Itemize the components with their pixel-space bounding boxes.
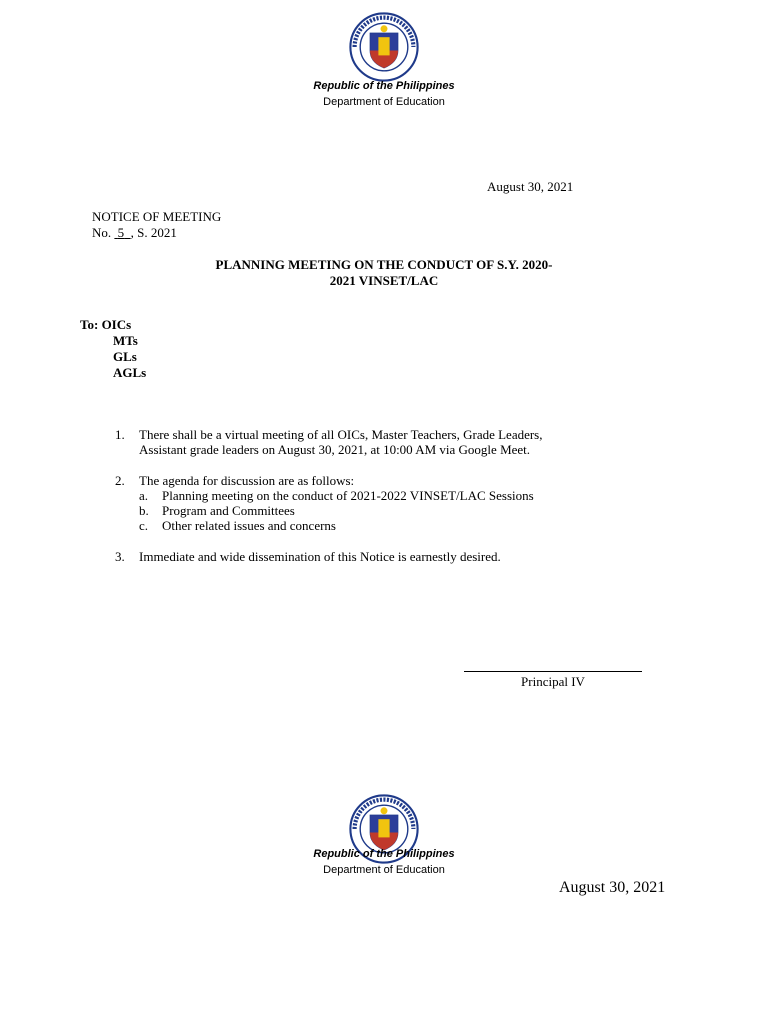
signature-title: Principal IV (521, 674, 585, 689)
notice-number (92, 225, 177, 241)
item-2-text: The agenda for discussion are as follows: (139, 473, 355, 488)
item-3-number: 3. (115, 549, 125, 564)
recipient-item: MTs (113, 333, 138, 348)
to-label: To: (80, 317, 99, 332)
item-1-number: 1. (115, 427, 125, 442)
notice-no-value: 5 (117, 225, 125, 240)
recipient-item: OICs (101, 317, 132, 332)
recipient-item: GLs (113, 349, 137, 364)
agenda-item: Program and Committees (162, 503, 295, 518)
document-date-page-2: August 30, 2021 (559, 879, 666, 896)
notice-no-suffix: , S. 2021 (130, 225, 177, 240)
item-1-line-2: Assistant grade leaders on August 30, 2021, at 10:00 AM via Google Meet. (139, 442, 531, 457)
agenda-item: Planning meeting on the conduct of 2021-2022 VINSET/LAC Sessions (162, 488, 534, 503)
agenda-letter: c. (139, 518, 149, 533)
agenda-letter: a. (139, 488, 149, 503)
subject-line-2: 2021 VINSET/LAC (329, 273, 439, 288)
subject-line-1: PLANNING MEETING ON THE CONDUCT OF S.Y. 2020- (215, 257, 553, 272)
item-2-number: 2. (115, 473, 125, 488)
deped-seal-icon (349, 12, 419, 82)
department-label: Department of Education (323, 96, 445, 108)
department-label: Department of Education (323, 864, 445, 876)
document-date: August 30, 2021 (487, 179, 574, 194)
item-1-line-1: There shall be a virtual meeting of all OICs, Master Teachers, Grade Leaders, (139, 427, 543, 442)
notice-no-prefix: No. (92, 225, 112, 240)
notice-title: NOTICE OF MEETING (92, 209, 222, 224)
recipients-to (80, 317, 131, 333)
recipient-item: AGLs (113, 365, 147, 380)
republic-label: Republic of the Philippines (313, 80, 455, 92)
republic-label: Republic of the Philippines (313, 848, 455, 860)
signature-line (464, 671, 642, 672)
item-3-text: Immediate and wide dissemination of this Notice is earnestly desired. (139, 549, 501, 564)
agenda-item: Other related issues and concerns (162, 518, 336, 533)
agenda-letter: b. (139, 503, 149, 518)
